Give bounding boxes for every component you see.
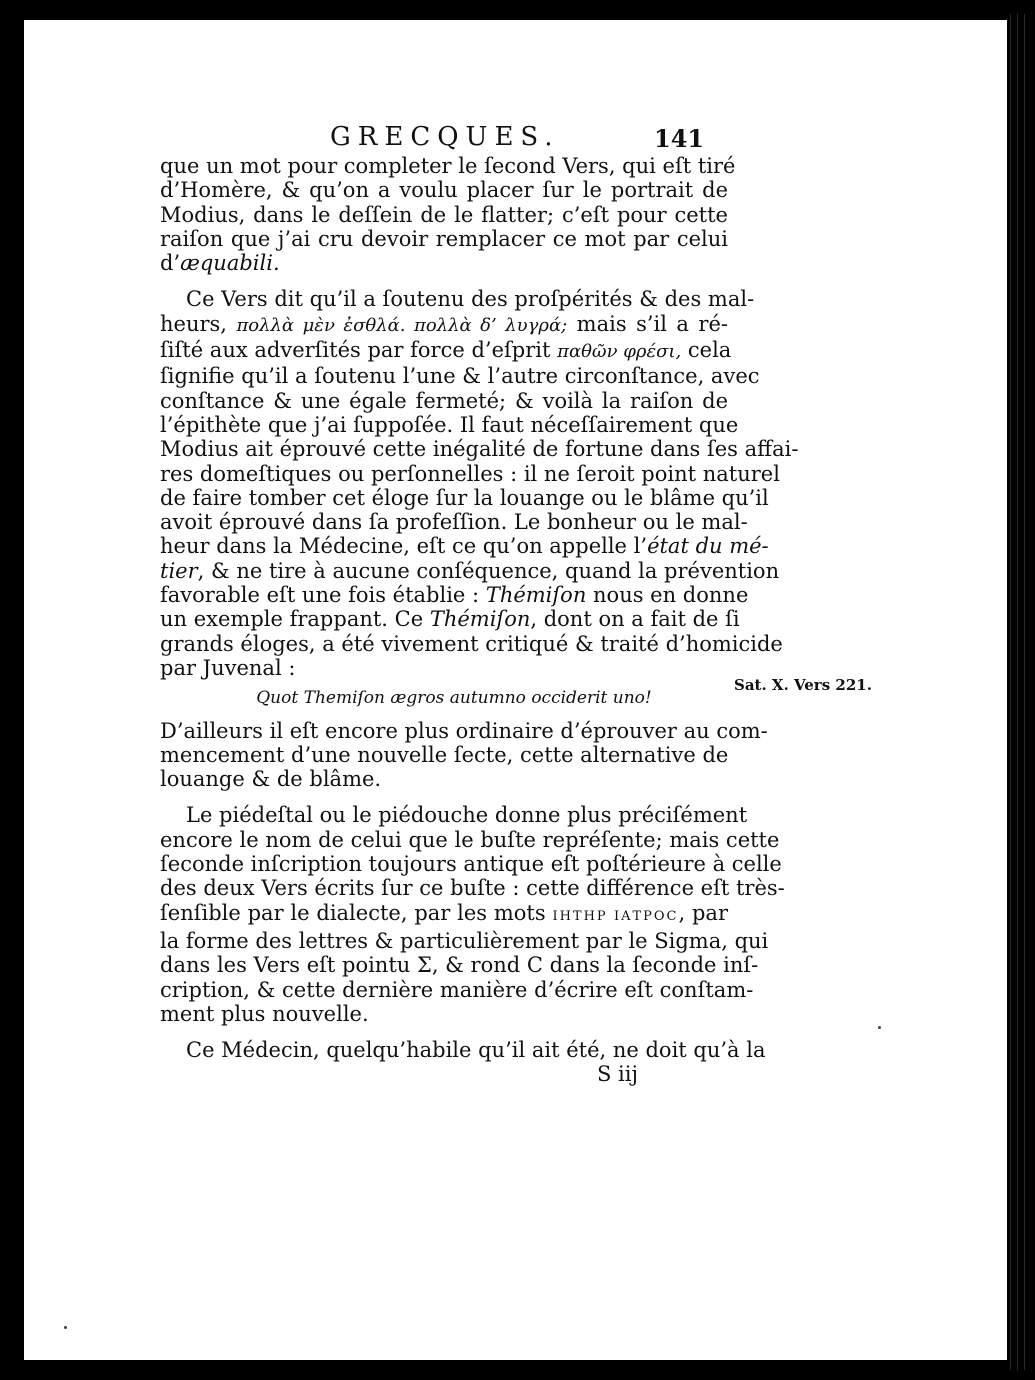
text-line: encore le nom de celui que le buſte repréſente; mais cette [160, 827, 780, 852]
text-line: tier, & ne tire à aucune conſéquence, quand la prévention [160, 558, 780, 583]
italic-name: Thémiſon [485, 583, 587, 608]
greek-quote: παθῶν φρέσι, [557, 341, 682, 363]
signature-mark: S iij [596, 1062, 638, 1087]
text-line: Ce Médecin, quelqu’habile qu’il ait été, ne doit qu’à la [186, 1038, 766, 1063]
text-line: d’Homère, & qu’on a voulu placer ſur le portrait de [160, 178, 728, 203]
text-line: d’æquabili. [160, 251, 280, 276]
text-line: raiſon que j’ai cru devoir remplacer ce mot par celui [160, 226, 728, 251]
text-line: un exemple frappant. Ce Thémiſon, dont on a fait de ſi [160, 607, 740, 632]
scan-speck [64, 1326, 67, 1329]
page-edge [1007, 14, 1029, 1370]
italic-term: æquabili. [180, 251, 280, 276]
italic-name: Thémiſon [429, 607, 531, 632]
text-line: Modius, dans le deſſein de le flatter; c’eſt pour cette [160, 202, 728, 227]
greek-quote: πολλὰ μὲν ἐσθλά. πολλὰ δ’ λυγρά; [236, 314, 568, 336]
text-line: conſtance & une égale fermeté; & voilà la raiſon de [160, 388, 728, 413]
page-number: 141 [654, 124, 705, 153]
text-line: ſenſible par le dialecte, par les mots ΙΗΤΗΡ ΙΑΤΡΟϹ, par [160, 900, 728, 925]
text-line: louange & de blâme. [160, 767, 382, 792]
text-line: heur dans la Médecine, eſt ce qu’on appelle l’état du mé- [160, 534, 769, 559]
text-line: heurs, πολλὰ μὲν ἐσθλά. πολλὰ δ’ λυγρά; mais s’il a ré- [160, 311, 728, 336]
text-line: la forme des lettres & particulièrement par le Sigma, qui [160, 928, 769, 953]
text-line: ment plus nouvelle. [160, 1001, 369, 1026]
text-line: ſiſté aux adverſités par force d’eſprit παθῶν φρέσι, cela [160, 338, 732, 363]
text-line: ſeconde inſcription toujours antique eſt poſtérieure à celle [160, 852, 782, 877]
scan-speck [878, 1026, 881, 1029]
text-line: avoit éprouvé dans ſa profeſſion. Le bonheur ou le mal- [160, 510, 748, 535]
text-line: de faire tomber cet éloge ſur la louange ou le blâme qu’il [160, 485, 769, 510]
text-line: dans les Vers eſt pointu Σ, & rond C dans la ſeconde inſ- [160, 953, 759, 978]
text-line: mencement d’une nouvelle ſecte, cette alternative de [160, 742, 729, 767]
margin-note: Sat. X. Vers 221. [734, 676, 872, 694]
body-text [160, 154, 799, 1087]
text-line: ſignifie qu’il a ſoutenu l’une & l’autre circonſtance, avec [160, 364, 760, 389]
text-line: Ce Vers dit qu’il a ſoutenu des proſpérités & des mal- [186, 287, 755, 312]
text-line: favorable eſt une fois établie : Thémiſon nous en donne [160, 583, 749, 608]
text-line: Modius ait éprouvé cette inégalité de fortune dans ſes affai- [160, 437, 799, 462]
text-line: que un mot pour completer le ſecond Vers, qui eſt tiré [160, 154, 736, 178]
italic-term: tier [160, 558, 198, 583]
latin-quotation: Quot Themiſon ægros autumno occiderit uno! [256, 688, 652, 709]
text-line: l’épithète que j’ai ſuppoſée. Il faut néceſſairement que [160, 412, 739, 437]
text-line: res domeſtiques ou perſonnelles : il ne ſeroit point naturel [160, 461, 780, 486]
text-line: cription, & cette dernière manière d’écrire eſt conſtam- [160, 977, 754, 1002]
text-line: par Juvenal : [160, 655, 296, 680]
italic-term: état du mé- [647, 534, 769, 559]
greek-inscription: ΙΗΤΗΡ ΙΑΤΡΟϹ [552, 908, 679, 924]
text-line: des deux Vers écrits ſur ce buſte : cette différence eſt très- [160, 876, 785, 901]
text-line: grands éloges, a été vivement critiqué & traité d’homicide [160, 631, 783, 656]
running-title: GRECQUES. [330, 122, 560, 152]
text-line: D’ailleurs il eſt encore plus ordinaire d’éprouver au com- [160, 718, 768, 743]
text-line: Le piédeſtal ou le piédouche donne plus préciſément [186, 803, 748, 828]
